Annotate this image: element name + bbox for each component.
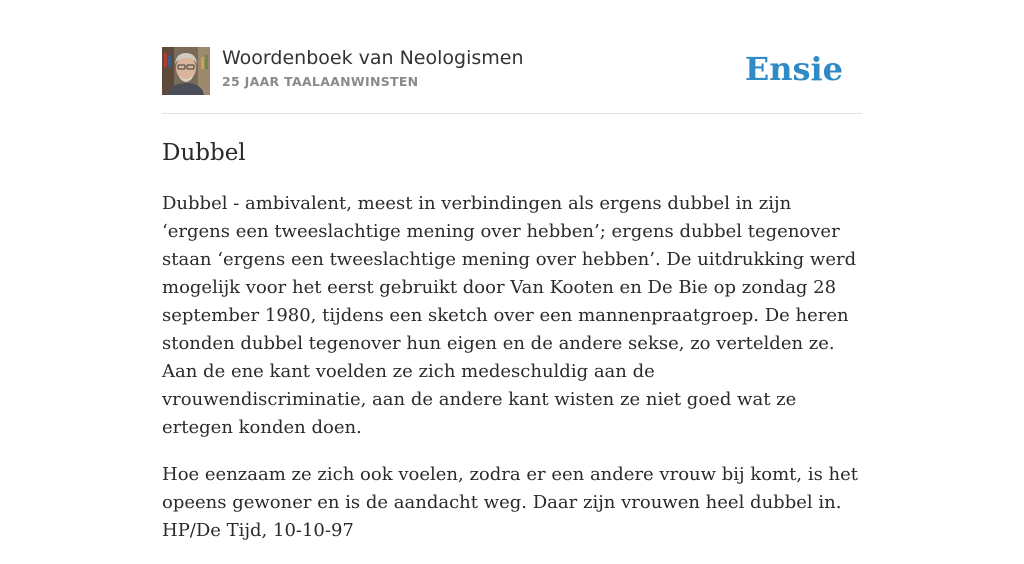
author-avatar[interactable] <box>162 47 210 95</box>
header <box>162 0 862 114</box>
article-body <box>162 190 862 564</box>
author-name[interactable]: Woordenboek van Neologismen <box>222 47 524 69</box>
article-paragraph: Hoe eenzaam ze zich ook voelen, zodra er een andere vrouw bij komt, is het opeens gewoner en is de aandacht weg. Daar zijn vrouwen heel dubbel in. HP/De Tijd, 10-10-97 <box>162 464 859 541</box>
article-paragraph: Dubbel - ambivalent, meest in verbindingen als ergens dubbel in zijn ‘ergens een tweeslachtige mening over hebben’; ergens dubbel tegenover staan ‘ergens een tweeslachtige mening over hebben’. De uitdrukking werd mogelijk voor het eerst gebruikt door Van Kooten en De Bie op zondag 28 september 1980, tijdens een sketch over een mannenpraatgroep. De heren stonden dubbel tegenover hun eigen en de andere sekse, zo vertelden ze. Aan de ene kant voelden ze zich medeschuldig aan de vrouwendiscriminatie, aan de andere kant wisten ze niet goed wat ze ertegen konden doen. <box>162 193 857 438</box>
content-container <box>162 0 862 541</box>
article-title: Dubbel <box>162 140 246 166</box>
author-portrait-icon <box>162 47 210 95</box>
author-subtitle: 25 JAAR TAALAANWINSTEN <box>222 74 419 89</box>
ensie-logo[interactable]: Ensie <box>744 50 843 88</box>
